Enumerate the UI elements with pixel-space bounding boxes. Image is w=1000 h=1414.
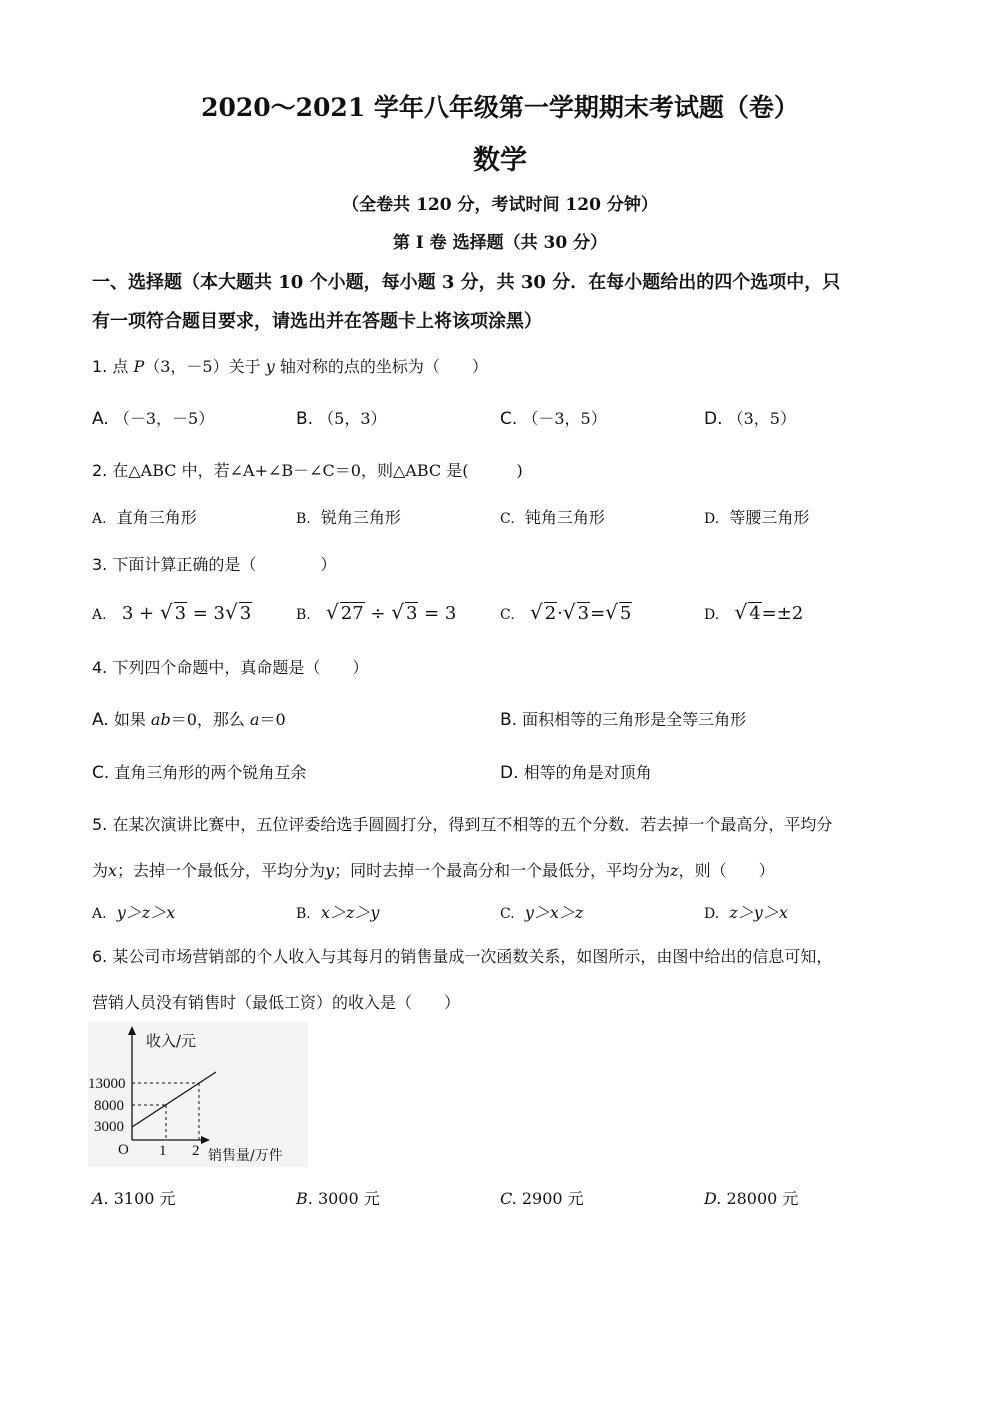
q2-option-a[interactable] bbox=[92, 505, 197, 528]
option-letter: A. bbox=[92, 710, 109, 730]
option-var: ab bbox=[150, 710, 171, 729]
q1-option-d[interactable] bbox=[704, 406, 796, 429]
option-letter: D. bbox=[704, 1189, 722, 1208]
option-letter: B. bbox=[296, 511, 311, 527]
option-text: ＝0 bbox=[259, 710, 286, 729]
option-text: 直角三角形的两个锐角互余 bbox=[114, 763, 307, 782]
part-title: 第 I 卷 选择题（共 30 分） bbox=[392, 233, 608, 253]
section-instructions-line1: 一、选择题（本大题共 10 个小题，每小题 3 分，共 30 分．在每小题给出的四个选项中，只 bbox=[92, 272, 841, 293]
q6-option-c[interactable] bbox=[500, 1186, 584, 1209]
var-x: x bbox=[108, 861, 118, 880]
q1-text-c: 轴对称的点的坐标为（ ） bbox=[279, 357, 488, 376]
question-number: 1. bbox=[92, 357, 108, 376]
q1-axis-y: y bbox=[265, 357, 275, 376]
radical-sign: √ bbox=[326, 600, 339, 624]
formula-part: 3 + bbox=[121, 603, 160, 624]
var-z: z bbox=[670, 861, 679, 880]
option-formula bbox=[326, 600, 457, 624]
option-text: 钝角三角形 bbox=[524, 508, 605, 527]
option-text: x＞z＞y bbox=[320, 903, 380, 922]
q1-text-b: （3，－5）关于 bbox=[144, 357, 261, 376]
option-letter: A. bbox=[92, 607, 107, 623]
formula-part: = 3 bbox=[187, 603, 225, 624]
origin-label: O bbox=[118, 1142, 129, 1158]
x-tick-1: 1 bbox=[159, 1143, 167, 1159]
q5-option-c[interactable] bbox=[500, 900, 583, 923]
option-text: 面积相等的三角形是全等三角形 bbox=[522, 710, 747, 729]
q2-option-d[interactable] bbox=[704, 505, 809, 528]
option-formula bbox=[529, 600, 632, 624]
radicand: 3 bbox=[577, 603, 590, 624]
option-letter: D. bbox=[704, 906, 720, 922]
q5-option-a[interactable] bbox=[92, 900, 175, 923]
question-6-line2: 营销人员没有销售时（最低工资）的收入是（ ） bbox=[92, 993, 461, 1012]
question-1 bbox=[92, 354, 488, 377]
question-3 bbox=[92, 552, 336, 575]
radical-sign: √ bbox=[734, 600, 748, 624]
option-letter: D. bbox=[704, 409, 723, 429]
question-2 bbox=[92, 458, 523, 481]
option-letter: A. bbox=[92, 906, 107, 922]
question-number: 4. bbox=[92, 658, 108, 677]
question-text: ；同时去掉一个最高分和一个最低分，平均分为 bbox=[334, 861, 671, 880]
option-text: （3，5） bbox=[727, 409, 796, 428]
option-letter: C. bbox=[500, 409, 518, 429]
radical-sign: √ bbox=[391, 600, 404, 624]
option-formula bbox=[734, 600, 804, 624]
option-letter: B. bbox=[296, 1189, 313, 1208]
y-axis-label: 收入/元 bbox=[146, 1032, 197, 1050]
y-tick-13000: 13000 bbox=[88, 1076, 126, 1092]
q4-option-a[interactable] bbox=[92, 707, 286, 730]
question-text: ；去掉一个最低分，平均分为 bbox=[117, 861, 326, 880]
question-text: 在某次演讲比赛中，五位评委给选手圆圆打分，得到互不相等的五个分数．若去掉一个最高分，平均分 bbox=[112, 815, 833, 834]
radicand: 4 bbox=[749, 603, 761, 624]
option-text: （－3，－5） bbox=[113, 409, 215, 428]
question-text: ，则（ ） bbox=[678, 861, 775, 880]
option-text: 相等的角是对顶角 bbox=[523, 763, 652, 782]
option-text: （－3，5） bbox=[522, 409, 607, 428]
q6-option-a[interactable] bbox=[92, 1186, 176, 1209]
radical-sign: √ bbox=[529, 600, 543, 624]
option-text: 3100 元 bbox=[113, 1189, 176, 1208]
question-number: 3. bbox=[92, 555, 108, 574]
option-text: y＞x＞z bbox=[524, 903, 584, 922]
subject-title: 数学 bbox=[473, 145, 527, 176]
q6-option-b[interactable] bbox=[296, 1186, 380, 1209]
q1-text-a: 点 bbox=[112, 357, 129, 376]
radicand: 3 bbox=[405, 603, 418, 624]
radical-sign: √ bbox=[225, 600, 238, 624]
question-5-line2 bbox=[92, 858, 775, 881]
option-letter: A. bbox=[92, 409, 109, 429]
q1-option-b[interactable] bbox=[296, 406, 387, 429]
option-letter: B. bbox=[296, 906, 311, 922]
question-text: 在△ABC 中，若∠A+∠B－∠C＝0，则△ABC 是( ) bbox=[112, 461, 523, 480]
option-letter: B. bbox=[500, 710, 518, 730]
y-tick-8000: 8000 bbox=[94, 1098, 124, 1114]
formula-part: = 3 bbox=[418, 603, 457, 624]
option-text: ＝0，那么 bbox=[170, 710, 250, 729]
option-text: z＞y＞x bbox=[729, 903, 788, 922]
option-letter: C. bbox=[500, 1189, 517, 1208]
var-y: y bbox=[325, 861, 335, 880]
option-text: 28000 元 bbox=[726, 1189, 799, 1208]
radicand: 5 bbox=[619, 603, 632, 624]
option-letter: D. bbox=[704, 607, 720, 623]
q1-point-p: P bbox=[133, 357, 145, 376]
option-text: 锐角三角形 bbox=[320, 508, 401, 527]
radical-sign: √ bbox=[605, 600, 618, 624]
q2-option-c[interactable] bbox=[500, 505, 605, 528]
income-sales-graph bbox=[88, 1022, 308, 1167]
q1-option-a[interactable] bbox=[92, 406, 214, 429]
q5-option-b[interactable] bbox=[296, 900, 379, 923]
question-5-line1 bbox=[92, 812, 832, 835]
q3-option-a[interactable] bbox=[92, 600, 252, 624]
question-text: 下面计算正确的是（ ） bbox=[112, 555, 337, 574]
option-letter: C. bbox=[500, 607, 515, 623]
question-number: 2. bbox=[92, 461, 108, 480]
option-text: （5，3） bbox=[318, 409, 387, 428]
question-text: 某公司市场营销部的个人收入与其每月的销售量成一次函数关系，如图所示，由图中给出的信息可知， bbox=[112, 947, 833, 966]
q1-option-c[interactable] bbox=[500, 406, 607, 429]
option-var: a bbox=[249, 710, 260, 729]
q3-option-c[interactable] bbox=[500, 600, 632, 624]
q2-option-b[interactable] bbox=[296, 505, 401, 528]
option-letter: A. bbox=[92, 511, 107, 527]
option-formula bbox=[121, 600, 252, 624]
question-number: 5. bbox=[92, 815, 108, 834]
question-number: 6. bbox=[92, 947, 108, 966]
option-letter: D. bbox=[704, 511, 720, 527]
option-text: 等腰三角形 bbox=[729, 508, 810, 527]
option-letter: C. bbox=[500, 906, 515, 922]
radicand: 2 bbox=[544, 603, 557, 624]
option-letter: D. bbox=[500, 763, 519, 783]
option-letter: A. bbox=[92, 1189, 109, 1208]
option-letter: B. bbox=[296, 409, 314, 429]
q3-option-d[interactable] bbox=[704, 600, 803, 624]
option-text: 3000 元 bbox=[317, 1189, 380, 1208]
section-instructions-line2: 有一项符合题目要求，请选出并在答题卡上将该项涂黑） bbox=[92, 311, 542, 332]
q6-option-d[interactable] bbox=[704, 1186, 798, 1209]
option-letter: C. bbox=[500, 511, 515, 527]
radicand: 27 bbox=[340, 603, 364, 624]
option-letter: C. bbox=[92, 763, 110, 783]
option-letter: B. bbox=[296, 607, 311, 623]
option-text: 直角三角形 bbox=[116, 508, 197, 527]
q4-option-d[interactable] bbox=[500, 760, 652, 783]
x-tick-2: 2 bbox=[192, 1143, 200, 1159]
formula-part: = bbox=[590, 603, 606, 624]
formula-part: · bbox=[557, 603, 563, 624]
x-axis-label: 销售量/万件 bbox=[208, 1148, 283, 1164]
radicand: 3 bbox=[174, 603, 187, 624]
option-text: 2900 元 bbox=[521, 1189, 584, 1208]
q3-option-b[interactable] bbox=[296, 600, 456, 624]
radical-sign: √ bbox=[159, 600, 173, 624]
y-tick-3000: 3000 bbox=[94, 1119, 124, 1135]
question-text: 下列四个命题中，真命题是（ ） bbox=[112, 658, 369, 677]
q4-option-c[interactable] bbox=[92, 760, 306, 783]
radicand: 3 bbox=[239, 603, 252, 624]
formula-part: =±2 bbox=[761, 603, 804, 624]
q4-option-b[interactable] bbox=[500, 707, 746, 730]
question-4 bbox=[92, 655, 368, 678]
radical-sign: √ bbox=[562, 600, 576, 624]
q5-option-d[interactable] bbox=[704, 900, 788, 923]
exam-title: 2020～2021 学年八年级第一学期期末考试题（卷） bbox=[201, 93, 799, 122]
formula-part: ÷ bbox=[364, 603, 392, 624]
question-6-line1 bbox=[92, 944, 832, 967]
option-text: 如果 bbox=[113, 710, 151, 729]
exam-info: （全卷共 120 分，考试时间 120 分钟） bbox=[342, 195, 658, 215]
question-text: 为 bbox=[92, 861, 109, 880]
option-text: y＞z＞x bbox=[116, 903, 176, 922]
